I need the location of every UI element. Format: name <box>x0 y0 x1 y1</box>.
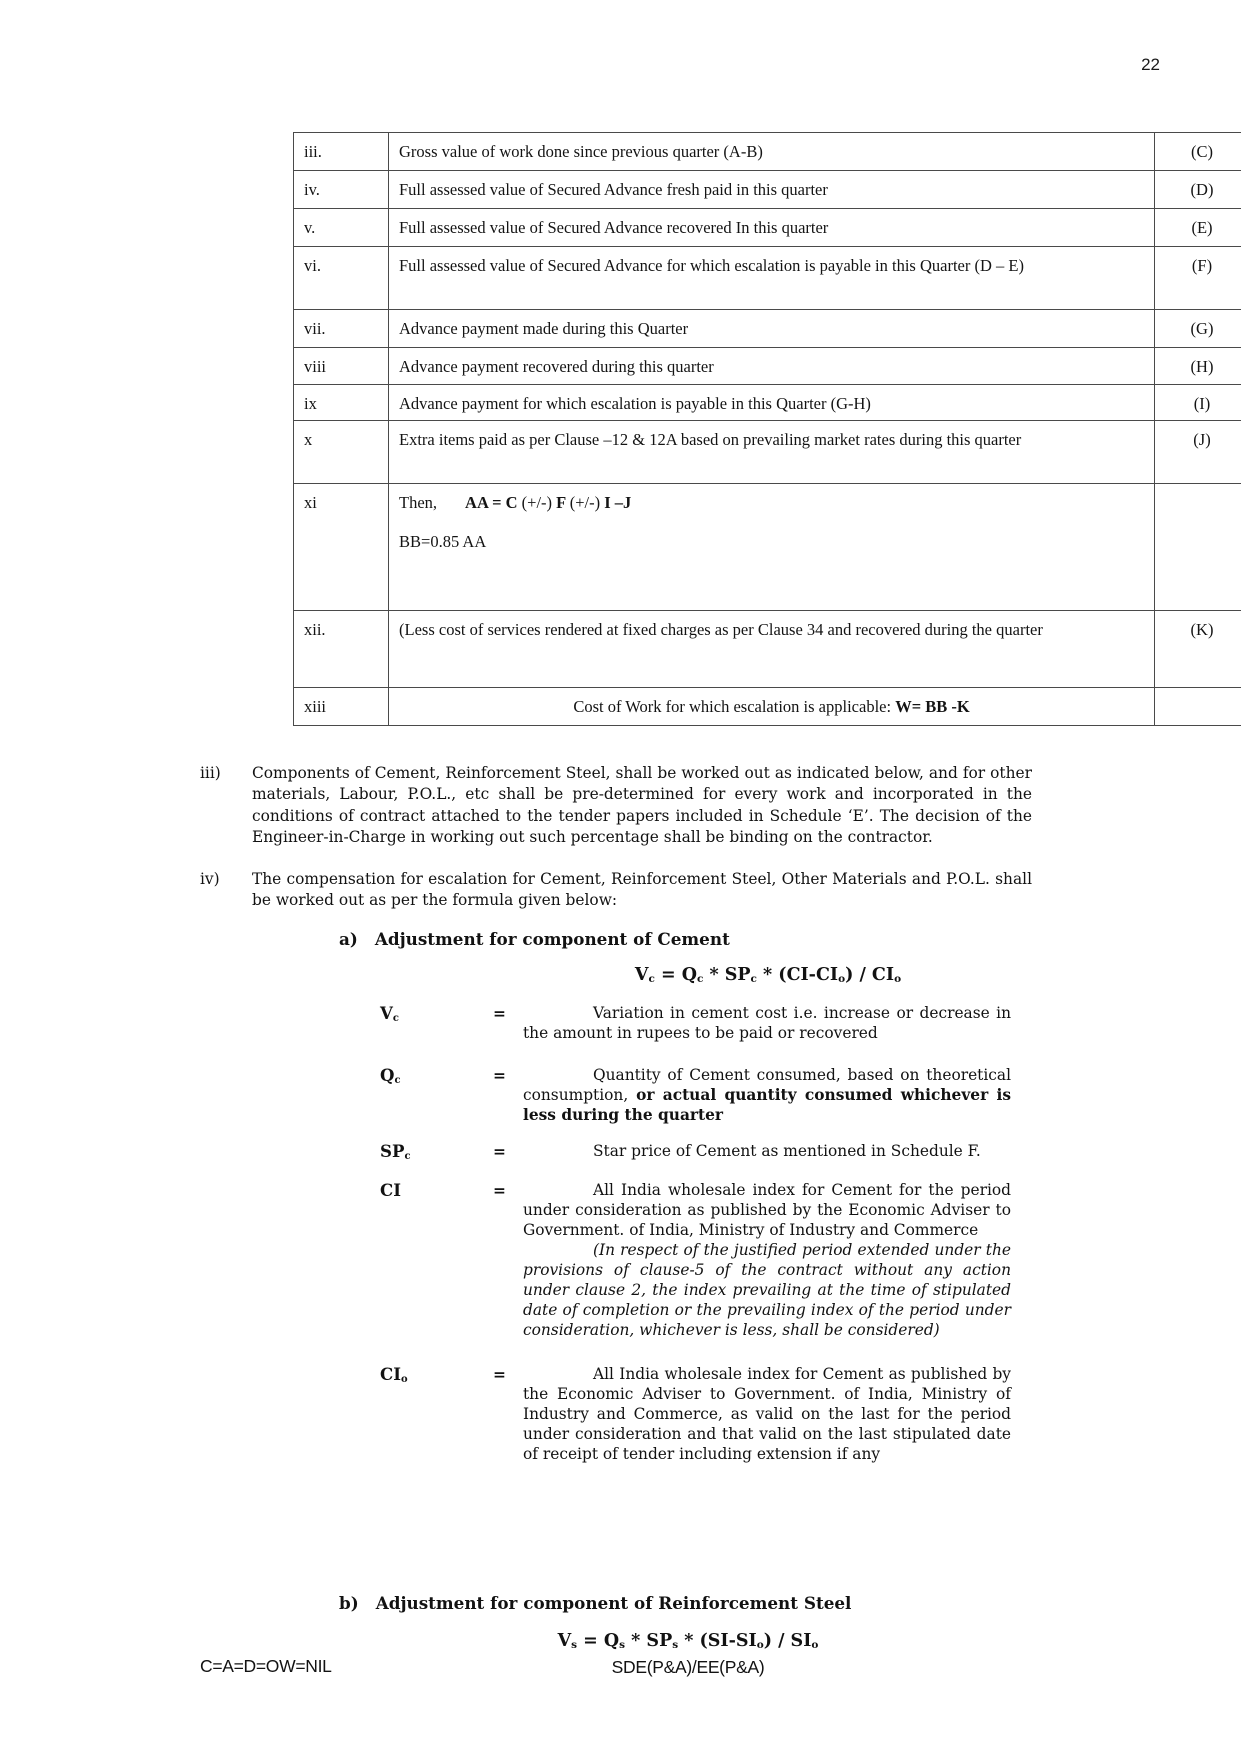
row-code: (K) <box>1155 611 1241 688</box>
section-label: b) <box>339 1593 359 1613</box>
definition-text: Quantity of Cement consumed, based on theoretical consumption, or actual quantity consumed whichever is less during the quarter <box>523 1066 1011 1124</box>
row-code: (C) <box>1155 133 1241 171</box>
equals-sign: = <box>493 1005 506 1023</box>
row-description: Full assessed value of Secured Advance fresh paid in this quarter <box>389 171 1155 209</box>
row-code: (D) <box>1155 171 1241 209</box>
table-row <box>294 133 1241 171</box>
row-description: Advance payment for which escalation is payable in this Quarter (G-H) <box>389 385 1155 421</box>
row-number: vii. <box>294 310 389 348</box>
row-description: Extra items paid as per Clause –12 & 12A based on prevailing market rates during this quarter <box>389 421 1155 484</box>
row-description: Advance payment recovered during this quarter <box>389 348 1155 385</box>
section-b-heading <box>339 1593 851 1613</box>
row-description: Gross value of work done since previous quarter (A-B) <box>389 133 1155 171</box>
definition-text: All India wholesale index for Cement as published by the Economic Adviser to Government. of India, Ministry of Industry and Commerce, as valid on the last for the period under consideration and that valid on the last stipulated date of receipt of tender including extension if any <box>523 1365 1011 1463</box>
row-number: xii. <box>294 611 389 688</box>
cement-formula: $V_c = Q_c * SP_c * (CI-CI_o) / CI_o$ <box>634 965 902 985</box>
bb-formula: BB=0.85 AA <box>399 532 487 551</box>
row-code: (G) <box>1155 310 1241 348</box>
definition-text: Star price of Cement as mentioned in Schedule F. <box>593 1142 981 1160</box>
definition-item <box>380 1003 1012 1043</box>
then-label: Then, <box>399 493 438 512</box>
definition-body <box>523 1180 1011 1340</box>
row-number: v. <box>294 209 389 247</box>
page-number: 22 <box>1141 55 1160 74</box>
aa-formula: AA = C (+/-) F (+/-) I –J <box>465 493 632 512</box>
definition-term: $CI_o$ <box>380 1364 408 1385</box>
definition-body <box>523 1065 1011 1125</box>
section-a-heading <box>339 929 730 949</box>
row-number: x <box>294 421 389 484</box>
definition-item <box>380 1364 1012 1464</box>
footer-signature: SDE(P&A)/EE(P&A) <box>611 1657 765 1677</box>
table-row <box>294 209 1241 247</box>
row-number: iv. <box>294 171 389 209</box>
definition-text: All India wholesale index for Cement for the period under consideration as published by the Economic Adviser to Government. of India, Ministry of Industry and Commerce <box>523 1181 1011 1239</box>
row-number: iii. <box>294 133 389 171</box>
steel-formula: $V_s = Q_s * SP_s * (SI-SI_o) / SI_o$ <box>557 1631 819 1651</box>
row-description: Cost of Work for which escalation is applicable: W= BB -K <box>389 688 1155 726</box>
row-code: (F) <box>1155 247 1241 310</box>
definition-item <box>380 1141 1012 1161</box>
row-number: xiii <box>294 688 389 726</box>
table-row <box>294 611 1241 688</box>
row-description: Advance payment made during this Quarter <box>389 310 1155 348</box>
paragraph-text: The compensation for escalation for Cement, Reinforcement Steel, Other Materials and P.O.L. shall be worked out as per the formula given below: <box>252 869 1032 910</box>
equals-sign: = <box>493 1182 506 1200</box>
equals-sign: = <box>493 1366 506 1384</box>
row-code: (E) <box>1155 209 1241 247</box>
row-description: (Less cost of services rendered at fixed charges as per Clause 34 and recovered during the quarter <box>389 611 1155 688</box>
equals-sign: = <box>493 1143 506 1161</box>
paragraph-label: iii) <box>200 764 221 782</box>
definition-term: $SP_c$ <box>380 1141 411 1162</box>
definition-body <box>523 1364 1011 1464</box>
definition-term: $V_c$ <box>380 1003 399 1024</box>
table-row <box>294 247 1241 310</box>
row-number: xi <box>294 484 389 611</box>
body-paragraphs <box>200 763 1040 931</box>
italic-note: (In respect of the justified period extended under the provisions of clause-5 of the contract without any action under clause 2, the index prevailing at the time of stipulated date of completion or the prevailing index of the period under consideration, whichever is less, shall be considered) <box>523 1241 1011 1339</box>
table-row <box>294 171 1241 209</box>
definition-text: Variation in cement cost i.e. increase or decrease in the amount in rupees to be paid or recovered <box>523 1004 1011 1042</box>
row-number: ix <box>294 385 389 421</box>
definition-term: CI <box>380 1180 401 1200</box>
row-code <box>1155 484 1241 611</box>
table-row <box>294 348 1241 385</box>
table-row <box>294 484 1241 611</box>
definition-body <box>523 1003 1011 1043</box>
row-code <box>1155 688 1241 726</box>
definition-term: $Q_c$ <box>380 1065 401 1086</box>
paragraph-text: Components of Cement, Reinforcement Steel, shall be worked out as indicated below, and for other materials, Labour, P.O.L., etc shall be pre-determined for every work and incorporated in the conditions of contract attached to the tender papers included in Schedule ‘E’. The decision of the Engineer-in-Charge in working out such percentage shall be binding on the contractor. <box>252 764 1032 847</box>
paragraph-label: iv) <box>200 869 220 888</box>
definition-item <box>380 1065 1012 1125</box>
section-label: a) <box>339 929 358 949</box>
row-code: (I) <box>1155 385 1241 421</box>
definitions-list <box>380 1003 1012 1464</box>
paragraph-item <box>200 869 1040 912</box>
row-number: vi. <box>294 247 389 310</box>
row-number: viii <box>294 348 389 385</box>
table-row <box>294 385 1241 421</box>
section-title: Adjustment for component of Cement <box>374 929 730 949</box>
row-description <box>389 484 1155 611</box>
row-code: (J) <box>1155 421 1241 484</box>
bold-clause: or actual quantity consumed whichever is less during the quarter <box>523 1086 1011 1124</box>
equals-sign: = <box>493 1067 506 1085</box>
footer-left-note: C=A=D=OW=NIL <box>200 1656 332 1676</box>
definition-item <box>380 1180 1012 1340</box>
row-code: (H) <box>1155 348 1241 385</box>
definition-body <box>523 1141 1011 1161</box>
section-title: Adjustment for component of Reinforcement Steel <box>375 1593 852 1613</box>
table-row <box>294 310 1241 348</box>
escalation-table <box>293 132 1241 726</box>
table-row <box>294 688 1241 726</box>
table-row <box>294 421 1241 484</box>
row-description: Full assessed value of Secured Advance recovered In this quarter <box>389 209 1155 247</box>
paragraph-item <box>200 763 1040 849</box>
row-description: Full assessed value of Secured Advance for which escalation is payable in this Quarter (D – E) <box>389 247 1155 310</box>
